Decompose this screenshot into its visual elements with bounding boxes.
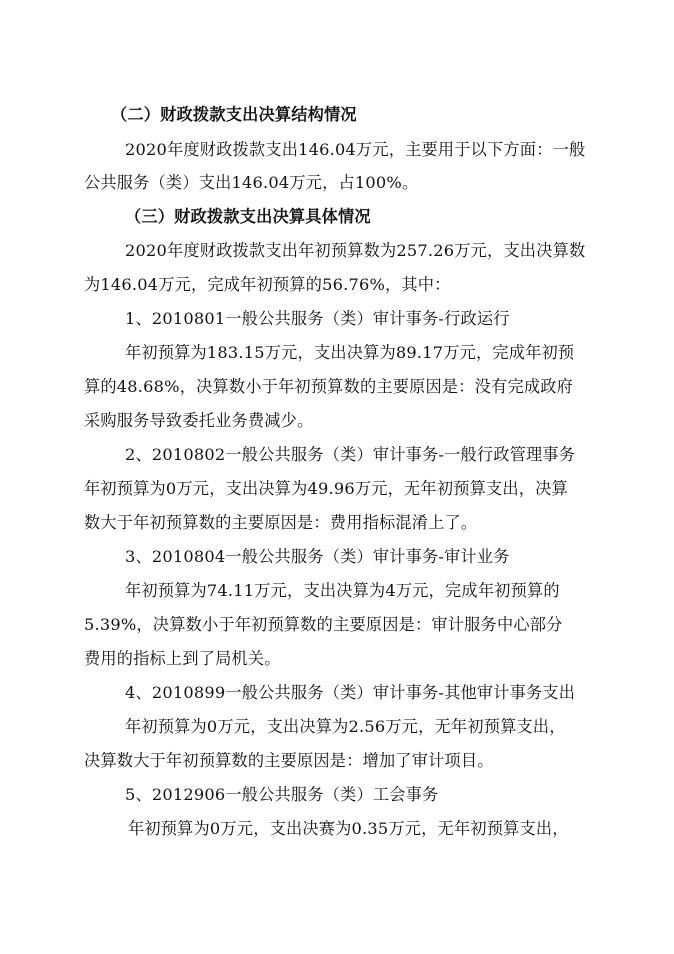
item-title-2010802: 2、2010802一般公共服务（类）审计事务-一般行政管理事务 — [125, 445, 576, 464]
item-title-2010804: 3、2010804一般公共服务（类）审计事务-审计业务 — [125, 547, 510, 566]
paragraph-line: 决算数大于年初预算数的主要原因是：增加了审计项目。 — [84, 751, 494, 770]
item-title-2010899: 4、2010899一般公共服务（类）审计事务-其他审计事务支出 — [125, 683, 576, 702]
paragraph-line: 采购服务导致委托业务费减少。 — [84, 411, 314, 430]
paragraph-line: 算的48.68%，决算数小于年初预算数的主要原因是：没有完成政府 — [84, 377, 573, 396]
paragraph-line: 年初预算为74.11万元，支出决算为4万元，完成年初预算的 — [125, 581, 560, 600]
paragraph-line: 年初预算为0万元，支出决算为2.56万元，无年初预算支出， — [125, 717, 566, 736]
section-heading-structure: （二）财政拨款支出决算结构情况 — [111, 105, 357, 124]
paragraph-line: 为146.04万元，完成年初预算的56.76%，其中： — [84, 275, 451, 294]
item-title-2010801: 1、2010801一般公共服务（类）审计事务-行政运行 — [125, 309, 510, 328]
paragraph-line: 公共服务（类）支出146.04万元，占100%。 — [84, 173, 419, 192]
item-title-2012906: 5、2012906一般公共服务（类）工会事务 — [125, 785, 439, 804]
paragraph-line: 数大于年初预算数的主要原因是：费用指标混淆上了。 — [84, 513, 478, 532]
paragraph-line: 5.39%，决算数小于年初预算数的主要原因是：审计服务中心部分 — [84, 615, 563, 634]
paragraph-line: 年初预算为183.15万元，支出决算为89.17万元，完成年初预 — [125, 343, 575, 362]
paragraph-line: 年初预算为0万元，支出决算为49.96万元，无年初预算支出，决算 — [84, 479, 568, 498]
paragraph-line: 2020年度财政拨款支出146.04万元，主要用于以下方面：一般 — [125, 140, 586, 159]
paragraph-line: 年初预算为0万元，支出决赛为0.35万元，无年初预算支出， — [128, 819, 569, 838]
paragraph-line: 2020年度财政拨款支出年初预算数为257.26万元，支出决算数 — [125, 241, 586, 260]
section-heading-detail: （三）财政拨款支出决算具体情况 — [125, 207, 371, 226]
paragraph-line: 费用的指标上到了局机关。 — [84, 649, 281, 668]
